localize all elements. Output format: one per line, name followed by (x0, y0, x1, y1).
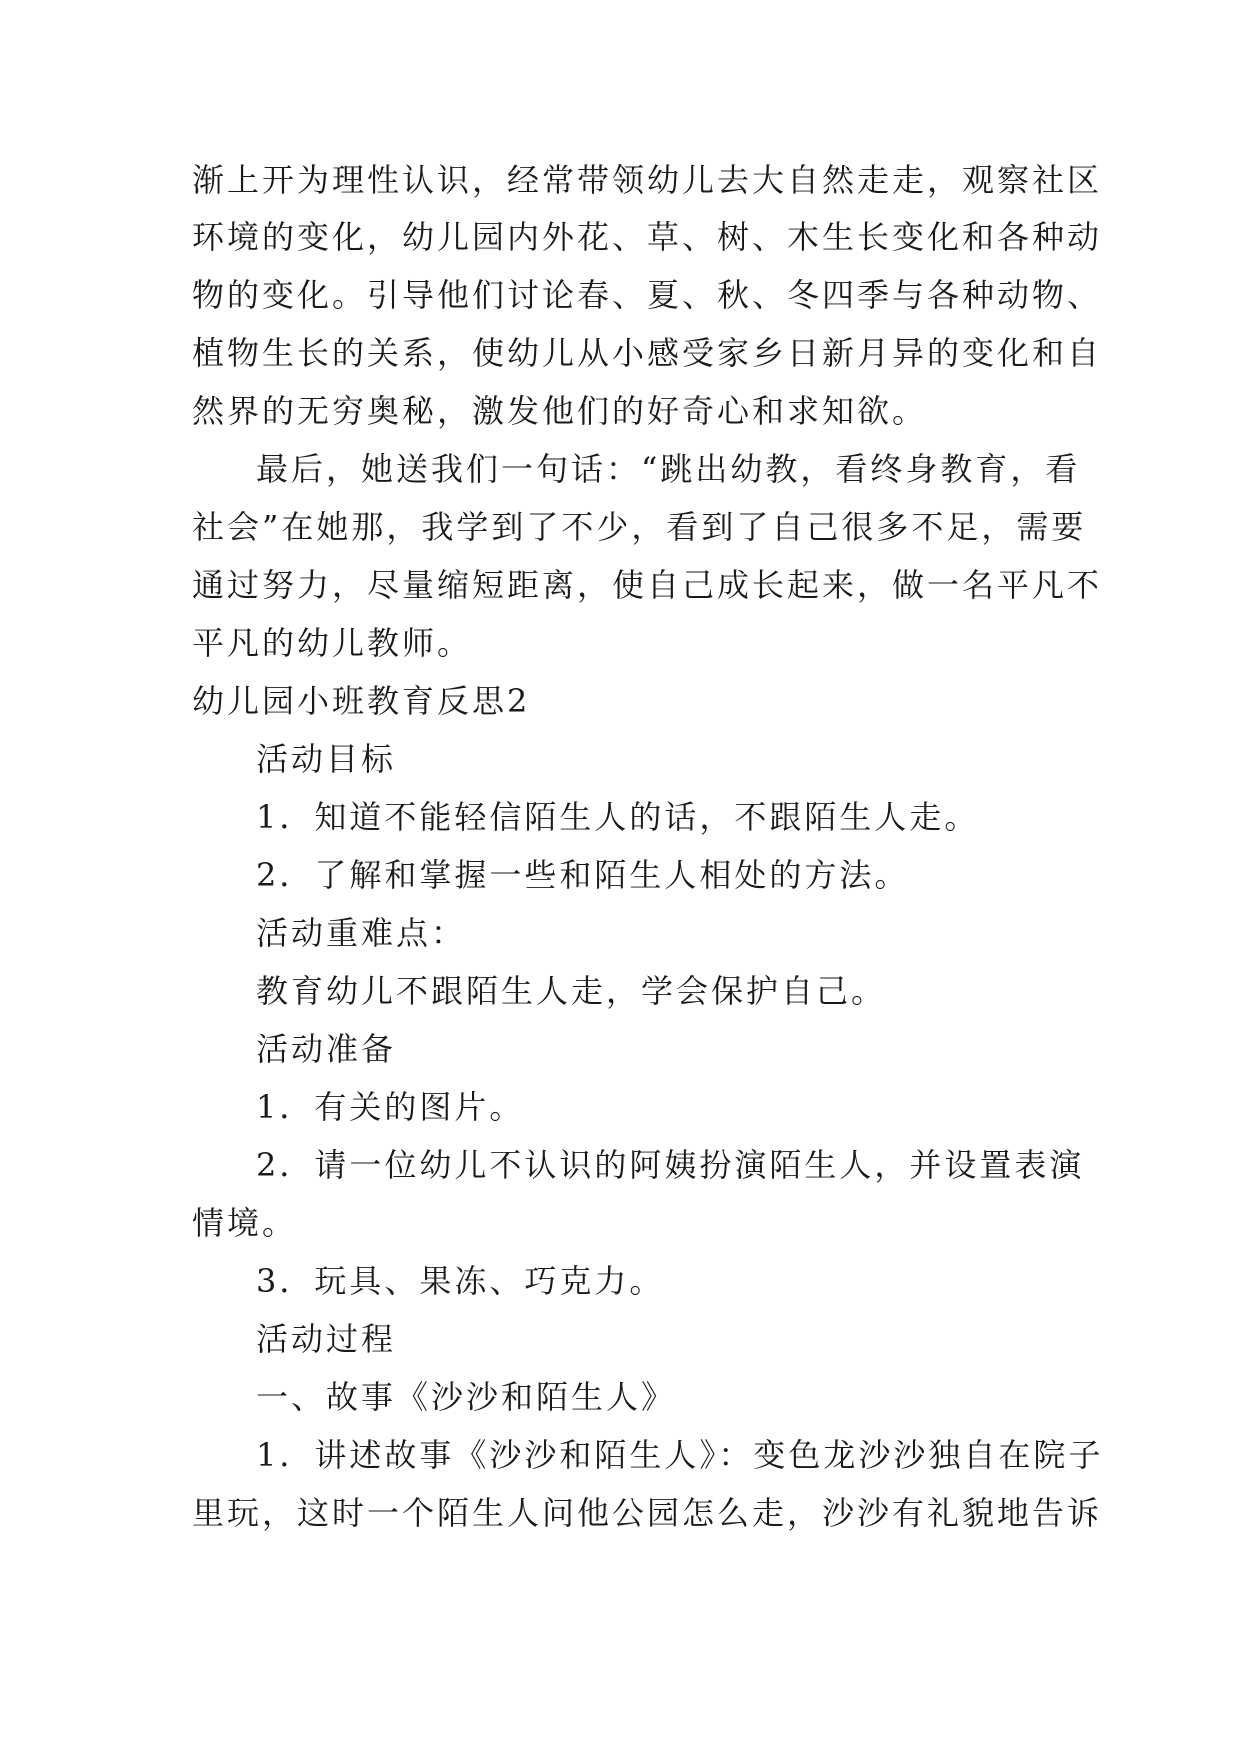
paragraph-line: 里玩，这时一个陌生人问他公园怎么走，沙沙有礼貌地告诉 (192, 1494, 1103, 1532)
section-title: 幼儿园小班教育反思2 (192, 682, 531, 720)
paragraph-line: 教育幼儿不跟陌生人走，学会保护自己。 (256, 972, 887, 1010)
paragraph-line: 然界的无穷奥秘，激发他们的好奇心和求知欲。 (192, 392, 928, 430)
list-item: 2．了解和掌握一些和陌生人相处的方法。 (256, 856, 910, 894)
list-item: 1．知道不能轻信陌生人的话，不跟陌生人走。 (256, 798, 980, 836)
paragraph-line: 物的变化。引导他们讨论春、夏、秋、冬四季与各种动物、 (192, 276, 1103, 314)
list-item: 1．讲述故事《沙沙和陌生人》：变色龙沙沙独自在院子 (256, 1436, 1104, 1474)
subheading: 活动准备 (256, 1030, 397, 1068)
subheading: 活动重难点： (256, 914, 467, 952)
paragraph-line: 社会”在她那，我学到了不少，看到了自己很多不足，需要 (192, 508, 1087, 546)
subheading: 活动过程 (256, 1320, 397, 1358)
paragraph-line: 植物生长的关系，使幼儿从小感受家乡日新月异的变化和自 (192, 334, 1103, 372)
paragraph-line: 平凡的幼儿教师。 (192, 624, 473, 662)
subheading: 活动目标 (256, 740, 397, 778)
paragraph-line: 情境。 (192, 1204, 298, 1242)
paragraph-line: 环境的变化，幼儿园内外花、草、树、木生长变化和各种动 (192, 218, 1103, 256)
subheading: 一、故事《沙沙和陌生人》 (256, 1378, 677, 1416)
list-item: 2．请一位幼儿不认识的阿姨扮演陌生人，并设置表演 (256, 1146, 1085, 1184)
paragraph-line: 渐上开为理性认识，经常带领幼儿去大自然走走，观察社区 (192, 161, 1103, 199)
list-item: 3．玩具、果冻、巧克力。 (256, 1262, 665, 1300)
paragraph-line: 通过努力，尽量缩短距离，使自己成长起来，做一名平凡不 (192, 566, 1103, 604)
paragraph-line: 最后，她送我们一句话：“跳出幼教，看终身教育，看 (256, 450, 1081, 488)
list-item: 1．有关的图片。 (256, 1088, 525, 1126)
